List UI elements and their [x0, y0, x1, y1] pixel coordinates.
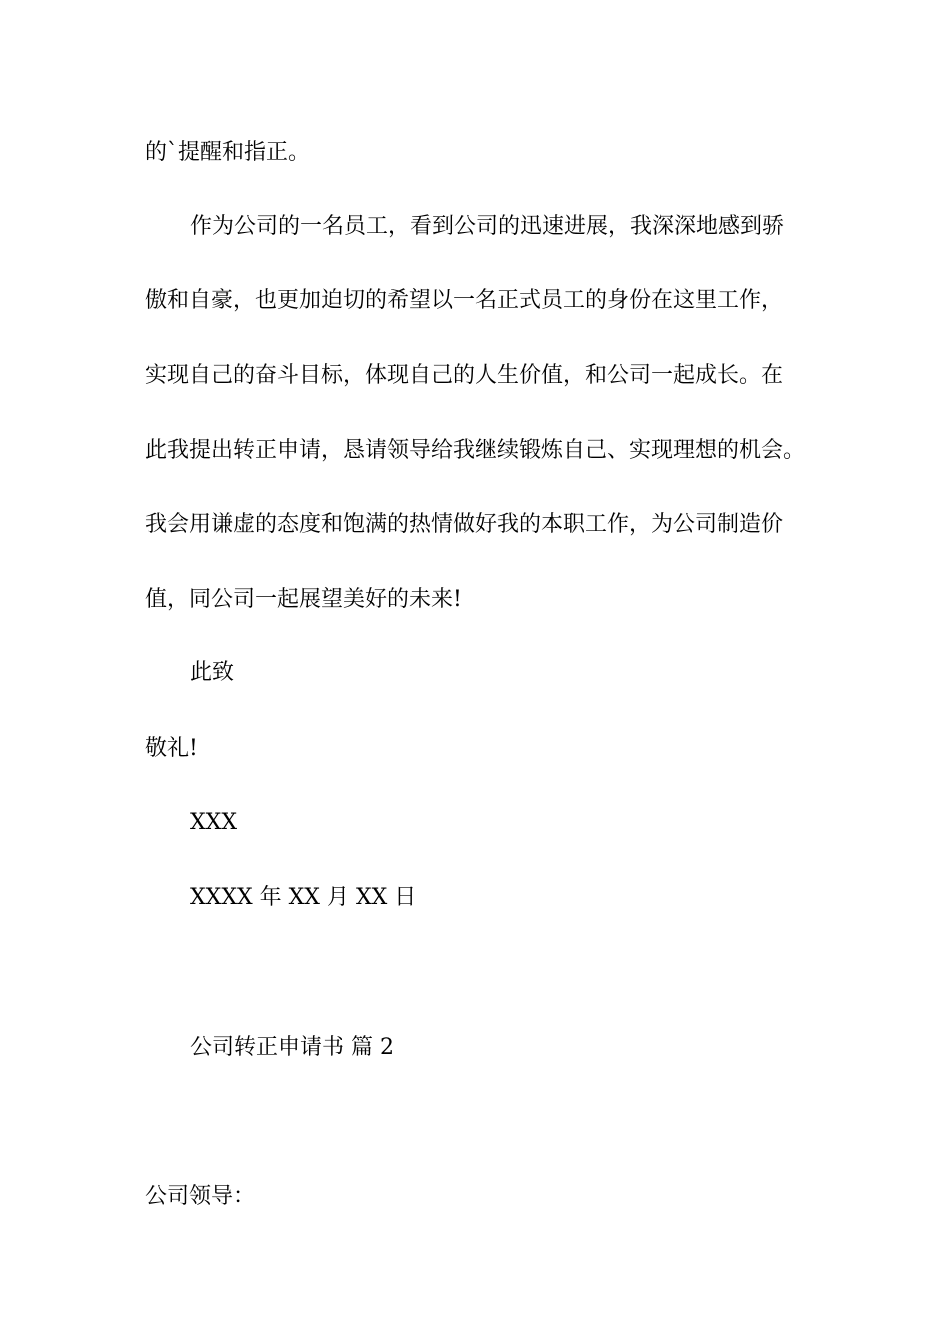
- paragraph-line: 值，同公司一起展望美好的未来!: [145, 587, 462, 612]
- letter-greeting: 公司领导：: [145, 1184, 256, 1209]
- paragraph-line: 实现自己的奋斗目标，体现自己的人生价值，和公司一起成长。在: [145, 363, 784, 388]
- closing-salutation: 此致: [190, 660, 235, 685]
- signature-date: XXXX 年 XX 月 XX 日: [190, 885, 417, 910]
- section-title: 公司转正申请书 篇 2: [190, 1035, 394, 1060]
- paragraph-line: 作为公司的一名员工，看到公司的迅速进展，我深深地感到骄: [190, 214, 785, 239]
- paragraph-line: 傲和自豪，也更加迫切的希望以一名正式员工的身份在这里工作，: [145, 288, 784, 313]
- closing-respect: 敬礼!: [145, 736, 198, 761]
- paragraph-line: 此我提出转正申请，恳请领导给我继续锻炼自己、实现理想的机会。: [145, 438, 806, 463]
- paragraph-line: 的`提醒和指正。: [145, 140, 311, 165]
- signature-name: XXX: [190, 810, 237, 835]
- paragraph-line: 我会用谦虚的态度和饱满的热情做好我的本职工作，为公司制造价: [145, 512, 784, 537]
